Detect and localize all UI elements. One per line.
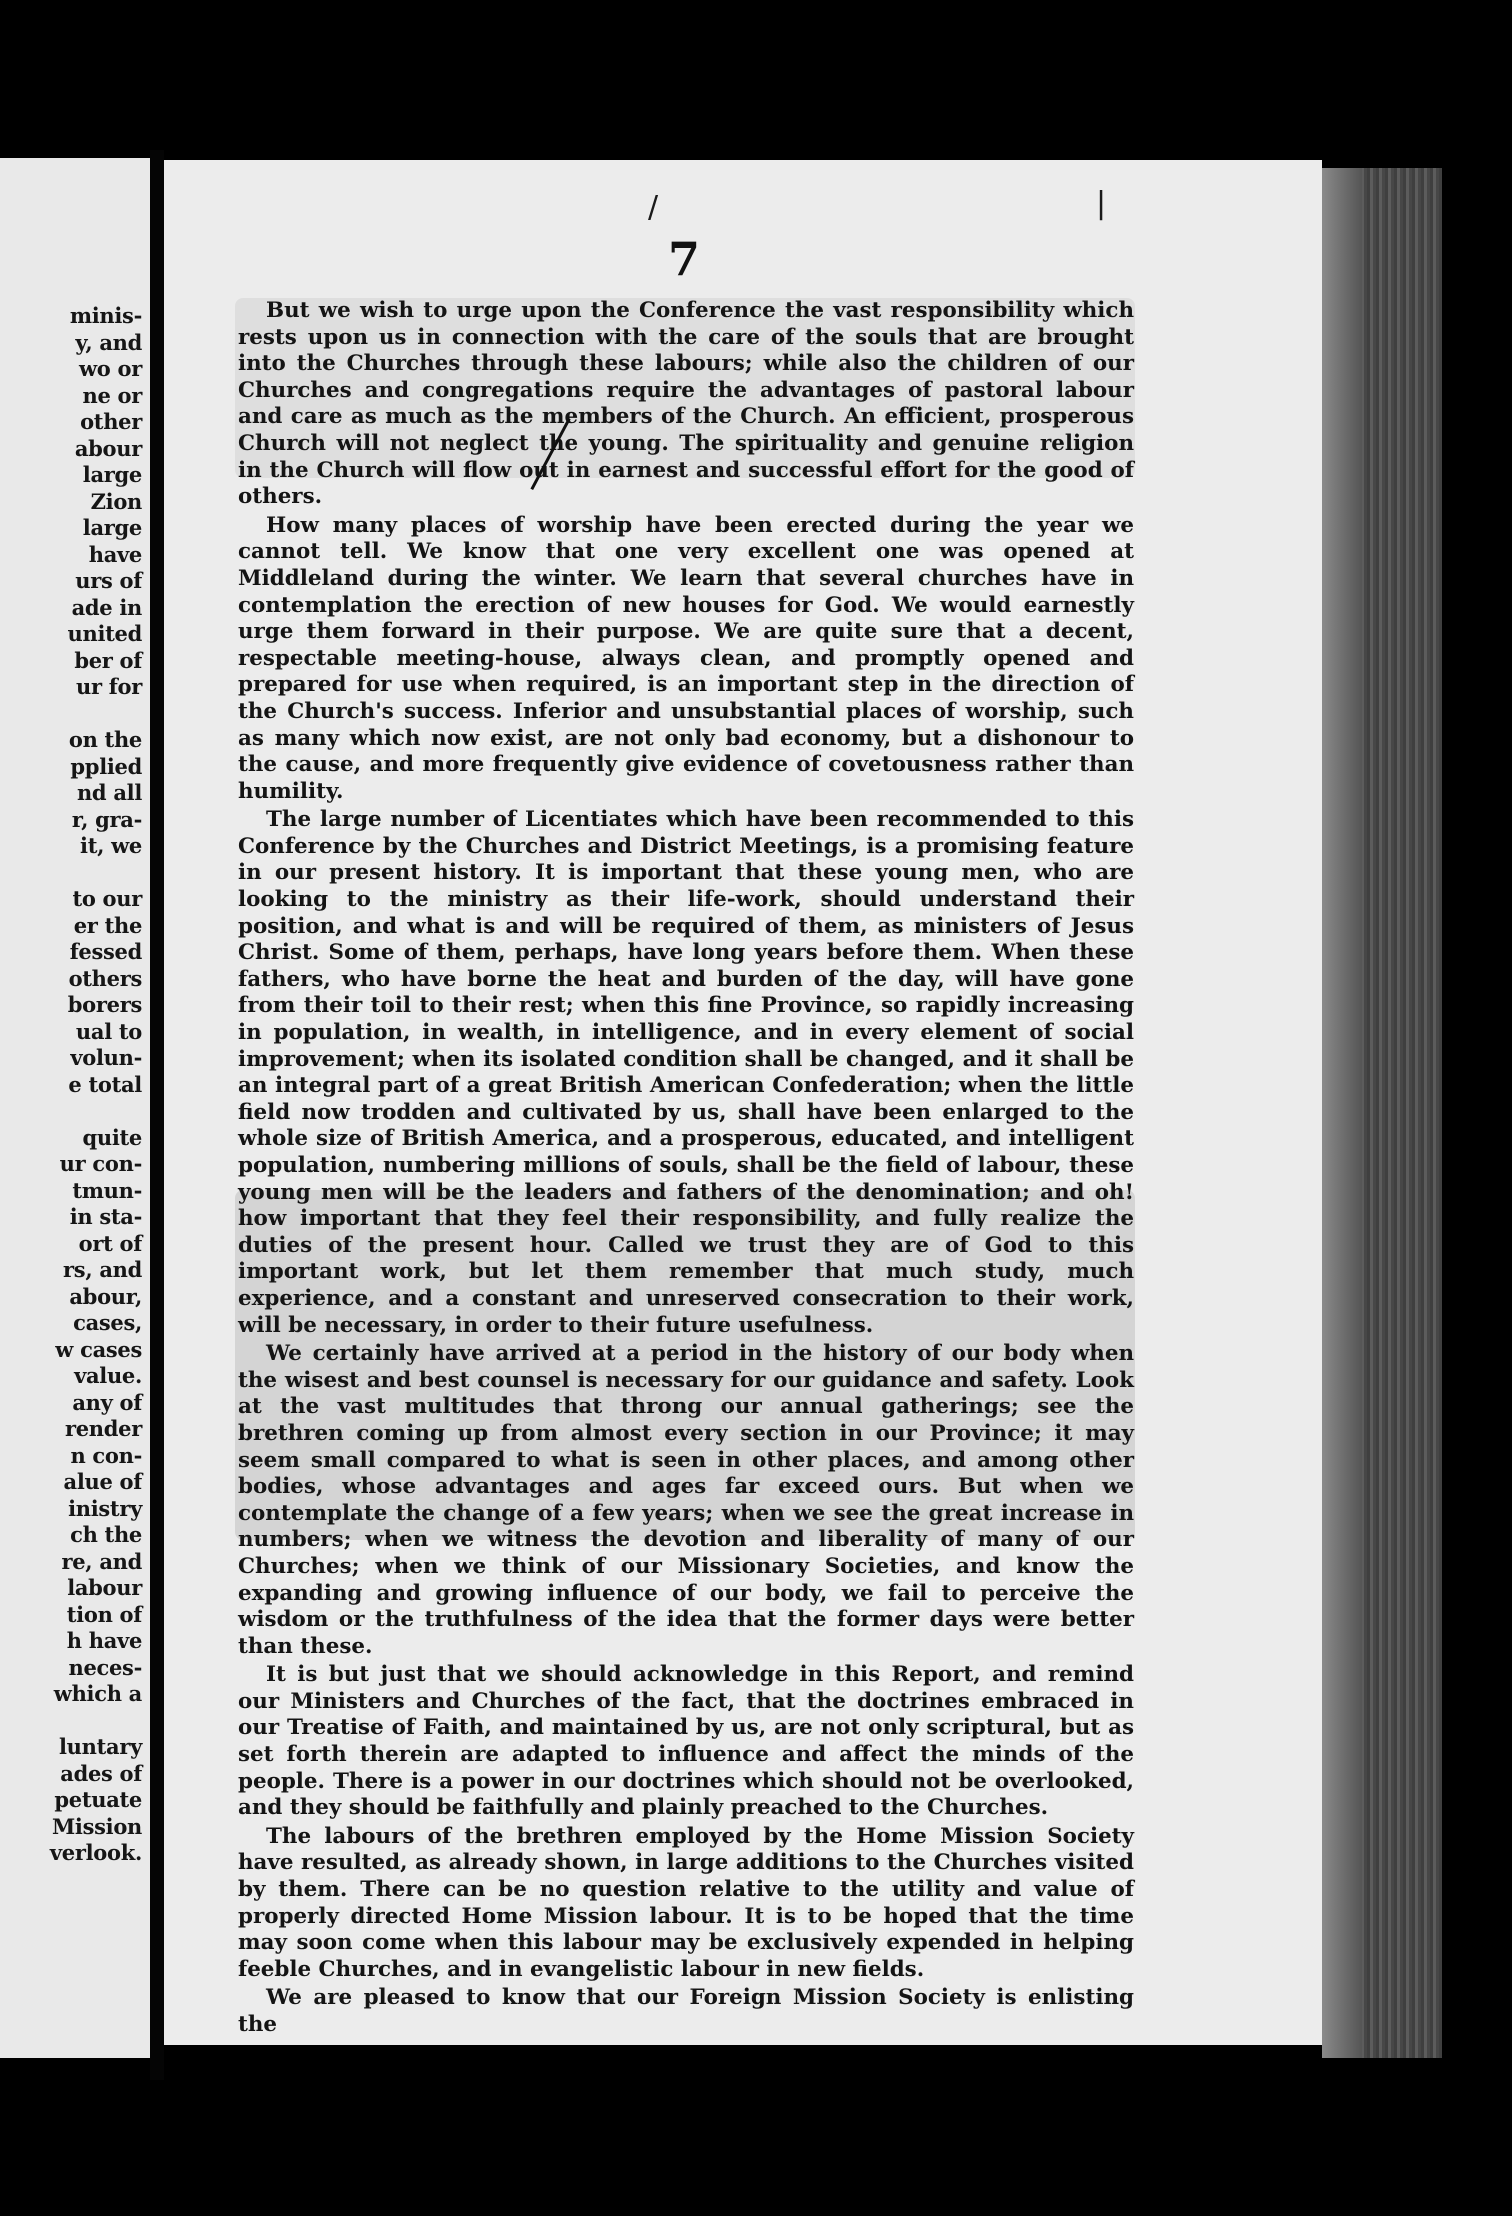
paragraph: The large number of Licentiates which have been recommended to this Conference by the Churches and District Meetings, is a promising feature in our present history. It is important that these young men, who are looking to the ministry as their life-work, should understand their position, and what is and will be required of them, as ministers of Jesus Christ. Some of them, perhaps, have long years before them. When these fathers, who have borne the heat and burden of the day, will have gone from their toil to their rest; when this fine Province, so rapidly increasing in population, in wealth, in intelligence, and in every element of social improvement; when its isolated condition shall be changed, and it shall be an integral part of a great British American Confederation; when the little field now trodden and cultivated by us, shall have been enlarged to the whole size of British America, and a prosperous, educated, and intelligent population, numbering millions of souls, shall be the field of labour, these young men will be the leaders and fathers of the denomination; and oh! how important that they feel their responsibility, and fully realize the duties of the present hour. Called we trust they are of God to this important work, but let them remember that much study, much experience, and a constant and unreserved consecration to their work, will be necessary, in order to their future usefulness.	[238, 807, 1134, 1338]
paragraph: The labours of the brethren employed by the Home Mission Society have resulted, as already shown, in large additions to the Churches visited by them. There can be no question relative to the utility and value of properly directed Home Mission labour. It is to be hoped that the time may soon come when this labour may be exclusively expended in helping feeble Churches, and in evangelistic labour in new fields.	[238, 1823, 1134, 1982]
left-page-line-fragment: to our	[72, 886, 142, 911]
left-page-line-fragment: which a	[53, 1681, 142, 1706]
left-page-line-fragment: any of	[72, 1389, 142, 1415]
left-page-line-fragment: wo or	[79, 356, 142, 381]
paragraph: How many places of worship have been erected during the year we cannot tell. We know that one very excellent one was opened at Middleland during the winter. We learn that several churches have in contemplation the erection of new houses for God. We would earnestly urge them forward in their purpose. We are quite sure that a decent, respectable meeting-house, always clean, and promptly opened and prepared for use when required, is an important step in the direction of the Church's success. Inferior and unsubstantial places of worship, such as many which now exist, are not only bad economy, but a dishonour to the cause, and more frequently give evidence of covetousness rather than humility.	[238, 512, 1134, 804]
left-page-line-fragment: large	[82, 462, 142, 487]
paragraph: It is but just that we should acknowledge in this Report, and remind our Ministers and Churches of the fact, that the doctrines embraced in our Treatise of Faith, and maintained by us, are not only scriptural, but as set forth therein are adapted to influence and affect the minds of the people. There is a power in our doctrines which should not be overlooked, and they should be faithfully and plainly preached to the Churches.	[238, 1662, 1134, 1821]
left-page	[0, 158, 150, 2058]
left-page-line-fragment: ch the	[70, 1522, 142, 1547]
left-page-line-fragment: value.	[74, 1363, 142, 1388]
left-page-line-fragment: verlook.	[49, 1840, 142, 1865]
body-text	[238, 298, 1134, 2039]
left-page-line-fragment: united	[67, 621, 142, 646]
left-page-line-fragment: ade in	[71, 594, 142, 620]
book-gutter	[150, 150, 164, 2080]
left-page-line-fragment: urs of	[75, 568, 142, 593]
paragraph: But we wish to urge upon the Conference the vast responsibility which rests upon us in connection with the care of the souls that are brought into the Churches through these labours; while also the children of our Churches and congregations require the advantages of pastoral labour and care as much as the members of the Church. An efficient, prosperous Church will not neglect the young. The spirituality and genuine religion in the Church will flow out in earnest and successful effort for the good of others.	[238, 298, 1134, 510]
left-page-line-fragment: labour	[67, 1575, 142, 1600]
page-edge-shadow	[1322, 168, 1362, 2058]
left-page-line-fragment: w cases	[55, 1336, 142, 1362]
left-page-line-fragment: render	[64, 1416, 142, 1441]
left-page-line-fragment: rs, and	[63, 1257, 142, 1282]
left-page-line-fragment: have	[88, 541, 142, 567]
left-page-line-fragment: luntary	[59, 1734, 142, 1759]
left-page-line-fragment: neces-	[68, 1654, 142, 1680]
left-page-line-fragment: minis-	[69, 303, 142, 328]
left-page-line-fragment: e total	[68, 1071, 142, 1097]
left-page-line-fragment: large	[82, 515, 142, 540]
left-page-line-fragment: n con-	[70, 1442, 142, 1468]
page-number: 7	[668, 232, 701, 286]
margin-mark: /	[648, 190, 659, 225]
left-page-line-fragment: tmun-	[72, 1177, 142, 1203]
left-page-line-fragment: ur for	[76, 674, 142, 699]
left-page-line-fragment: alue of	[63, 1469, 142, 1494]
left-page-line-fragment: ne or	[82, 382, 142, 408]
left-page-line-fragment: cases,	[73, 1310, 142, 1335]
left-page-line-fragment: on the	[68, 727, 142, 752]
paragraph: We are pleased to know that our Foreign Mission Society is enlisting the	[238, 1985, 1134, 2037]
left-page-line-fragment: quite	[82, 1124, 142, 1150]
left-page-line-fragment: abour,	[69, 1283, 142, 1309]
left-page-line-fragment: ur con-	[59, 1151, 142, 1176]
left-page-line-fragment: tion of	[66, 1601, 142, 1627]
left-page-line-fragment: fessed	[69, 939, 142, 964]
left-page-line-fragment: other	[80, 409, 142, 434]
left-page-line-fragment: inistry	[68, 1495, 142, 1521]
paragraph: We certainly have arrived at a period in the history of our body when the wisest and best counsel is necessary for our guidance and safety. Look at the vast multitudes that throng our annual gatherings; see the brethren coming up from almost every section in our Province; it may seem small compared to what is seen in other places, and among other bodies, whose advantages and ages far exceed ours. But when we contemplate the change of a few years; when we see the great increase in numbers; when we witness the devotion and liberality of many of our Churches; when we think of our Missionary Societies, and know the expanding and growing influence of our body, we fail to perceive the wisdom or the truthfulness of the idea that the former days were better than these.	[238, 1341, 1134, 1659]
margin-mark: |	[1096, 186, 1107, 221]
left-page-line-fragment: ades of	[60, 1760, 142, 1786]
left-page-line-fragment: re, and	[61, 1548, 142, 1574]
left-page-line-fragment: others	[68, 965, 142, 991]
left-page-line-fragment: ort of	[78, 1230, 142, 1256]
left-page-line-fragment: volun-	[70, 1045, 142, 1070]
left-page-line-fragment: r, gra-	[71, 806, 142, 832]
left-page-line-fragment: it, we	[80, 833, 142, 858]
left-page-line-fragment: ual to	[75, 1018, 142, 1044]
left-page-line-fragment: in sta-	[69, 1204, 142, 1229]
left-page-line-fragment: y, and	[75, 329, 142, 355]
left-page-line-fragment: Zion	[90, 488, 142, 514]
left-page-line-fragment: borers	[67, 992, 142, 1017]
left-page-line-fragment: abour	[74, 435, 142, 461]
left-page-line-fragment: h have	[66, 1628, 142, 1653]
left-page-line-fragment: Mission	[51, 1813, 142, 1839]
left-page-line-fragment: petuate	[54, 1787, 142, 1812]
left-page-line-fragment: pplied	[70, 753, 142, 779]
left-page-line-fragment: ber of	[74, 647, 142, 673]
left-page-line-fragment: nd all	[76, 780, 142, 805]
left-page-line-fragment: er the	[73, 912, 142, 938]
